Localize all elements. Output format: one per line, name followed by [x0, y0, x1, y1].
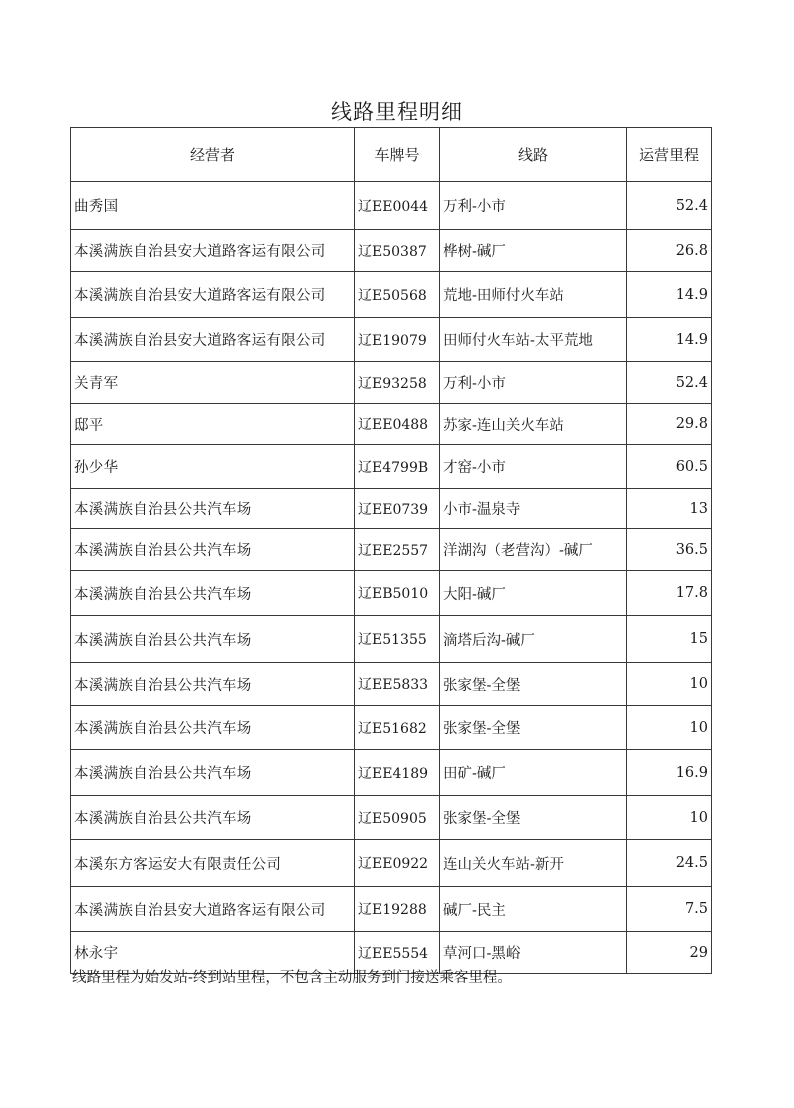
table-row [71, 318, 712, 362]
cell-mileage: 7.5 [627, 887, 712, 932]
table-header-row [71, 128, 712, 182]
table-row [71, 529, 712, 571]
table-row [71, 706, 712, 750]
cell-operator: 本溪东方客运安大有限责任公司 [71, 840, 355, 887]
cell-operator: 本溪满族自治县公共汽车场 [71, 571, 355, 616]
cell-operator: 本溪满族自治县公共汽车场 [71, 489, 355, 529]
cell-route: 桦树-碱厂 [440, 230, 627, 272]
header-route: 线路 [440, 128, 627, 182]
cell-plate: 辽E50905 [355, 796, 440, 840]
cell-plate: 辽EE2557 [355, 529, 440, 571]
cell-mileage: 16.9 [627, 750, 712, 796]
table-row [71, 362, 712, 404]
table-row [71, 182, 712, 230]
cell-operator: 关青军 [71, 362, 355, 404]
header-plate: 车牌号 [355, 128, 440, 182]
cell-operator: 本溪满族自治县安大道路客运有限公司 [71, 887, 355, 932]
cell-operator: 邸平 [71, 404, 355, 445]
cell-mileage: 10 [627, 663, 712, 706]
cell-route: 大阳-碱厂 [440, 571, 627, 616]
cell-mileage: 60.5 [627, 445, 712, 489]
cell-mileage: 14.9 [627, 318, 712, 362]
table-row [71, 887, 712, 932]
cell-route: 张家堡-全堡 [440, 796, 627, 840]
cell-operator: 本溪满族自治县公共汽车场 [71, 706, 355, 750]
cell-mileage: 26.8 [627, 230, 712, 272]
cell-plate: 辽EE5833 [355, 663, 440, 706]
cell-plate: 辽E93258 [355, 362, 440, 404]
cell-route: 苏家-连山关火车站 [440, 404, 627, 445]
table-row [71, 272, 712, 318]
route-mileage-table [70, 127, 712, 974]
cell-mileage: 10 [627, 706, 712, 750]
cell-operator: 本溪满族自治县公共汽车场 [71, 796, 355, 840]
cell-mileage: 29 [627, 932, 712, 974]
table-row [71, 750, 712, 796]
cell-mileage: 13 [627, 489, 712, 529]
cell-operator: 本溪满族自治县公共汽车场 [71, 529, 355, 571]
table-row [71, 663, 712, 706]
cell-mileage: 36.5 [627, 529, 712, 571]
cell-route: 田矿-碱厂 [440, 750, 627, 796]
cell-mileage: 24.5 [627, 840, 712, 887]
cell-operator: 本溪满族自治县公共汽车场 [71, 663, 355, 706]
cell-route: 滴塔后沟-碱厂 [440, 616, 627, 663]
cell-plate: 辽E51682 [355, 706, 440, 750]
table-row [71, 404, 712, 445]
cell-plate: 辽EE0044 [355, 182, 440, 230]
cell-route: 万利-小市 [440, 362, 627, 404]
cell-operator: 本溪满族自治县公共汽车场 [71, 616, 355, 663]
header-mileage: 运营里程 [627, 128, 712, 182]
table-row [71, 445, 712, 489]
cell-operator: 本溪满族自治县公共汽车场 [71, 750, 355, 796]
cell-mileage: 15 [627, 616, 712, 663]
cell-plate: 辽EE0488 [355, 404, 440, 445]
cell-plate: 辽EB5010 [355, 571, 440, 616]
cell-plate: 辽E50387 [355, 230, 440, 272]
table-row [71, 571, 712, 616]
table-row [71, 796, 712, 840]
cell-route: 张家堡-全堡 [440, 663, 627, 706]
cell-route: 万利-小市 [440, 182, 627, 230]
cell-operator: 本溪满族自治县安大道路客运有限公司 [71, 230, 355, 272]
cell-operator: 本溪满族自治县安大道路客运有限公司 [71, 272, 355, 318]
cell-operator: 本溪满族自治县安大道路客运有限公司 [71, 318, 355, 362]
table-body [71, 182, 712, 974]
cell-route: 连山关火车站-新开 [440, 840, 627, 887]
cell-mileage: 17.8 [627, 571, 712, 616]
page-title: 线路里程明细 [331, 100, 463, 124]
table-row [71, 616, 712, 663]
cell-plate: 辽E19288 [355, 887, 440, 932]
cell-route: 碱厂-民主 [440, 887, 627, 932]
cell-route: 洋湖沟（老营沟）-碱厂 [440, 529, 627, 571]
cell-plate: 辽EE5554 [355, 932, 440, 974]
cell-route: 田师付火车站-太平荒地 [440, 318, 627, 362]
cell-plate: 辽EE0739 [355, 489, 440, 529]
cell-route: 小市-温泉寺 [440, 489, 627, 529]
cell-mileage: 52.4 [627, 362, 712, 404]
cell-plate: 辽E51355 [355, 616, 440, 663]
cell-mileage: 14.9 [627, 272, 712, 318]
cell-route: 才窑-小市 [440, 445, 627, 489]
cell-operator: 孙少华 [71, 445, 355, 489]
header-operator: 经营者 [71, 128, 355, 182]
table-row [71, 489, 712, 529]
table-row [71, 230, 712, 272]
cell-plate: 辽E50568 [355, 272, 440, 318]
cell-route: 荒地-田师付火车站 [440, 272, 627, 318]
cell-mileage: 29.8 [627, 404, 712, 445]
cell-mileage: 52.4 [627, 182, 712, 230]
cell-route: 草河口-黑峪 [440, 932, 627, 974]
cell-plate: 辽E19079 [355, 318, 440, 362]
cell-operator: 曲秀国 [71, 182, 355, 230]
cell-plate: 辽E4799B [355, 445, 440, 489]
cell-mileage: 10 [627, 796, 712, 840]
cell-route: 张家堡-全堡 [440, 706, 627, 750]
cell-plate: 辽EE4189 [355, 750, 440, 796]
cell-operator: 林永宇 [71, 932, 355, 974]
footnote: 线路里程为始发站-终到站里程，不包含主动服务到门接送乘客里程。 [72, 970, 512, 986]
cell-plate: 辽EE0922 [355, 840, 440, 887]
table-row [71, 840, 712, 887]
